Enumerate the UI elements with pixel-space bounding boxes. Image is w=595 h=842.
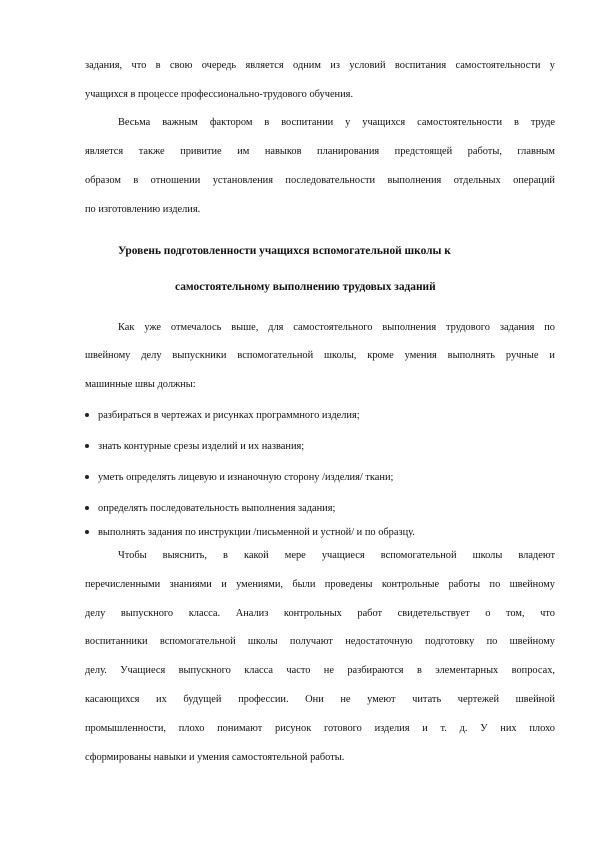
bullet-icon: [85, 413, 89, 417]
p3-line-3: машинные швы должны:: [85, 379, 196, 390]
list-item-text: знать контурные срезы изделий и их названия;: [98, 441, 305, 452]
p4-line-7: промышленности, плохо понимают рисунок готового изделия и т. д. У них плохо: [85, 723, 555, 734]
p4-line-4: воспитанники вспомогательной школы получают недостаточную подготовку по швейному: [85, 636, 555, 647]
list-item: [85, 441, 555, 453]
bullet-icon: [85, 530, 89, 534]
p4-line-2: перечисленными знаниями и умениями, были проведены контрольные работы по швейному: [85, 579, 555, 590]
p2-line-3: образом в отношении установления последовательности выполнения отдельных операций: [85, 175, 555, 186]
p1-line-1: задания, что в свою очередь является одним из условий воспитания самостоятельности у: [85, 60, 555, 71]
bullet-icon: [85, 475, 89, 479]
p4-line-8: сформированы навыки и умения самостоятельной работы.: [85, 752, 345, 763]
p4-line-3: делу выпускного класса. Анализ контрольных работ свидетельствует о том, что: [85, 608, 555, 619]
bullet-icon: [85, 444, 89, 448]
list-item-text: выполнять задания по инструкции /письменной и устной/ и по образцу.: [98, 527, 415, 538]
p2-line-4: по изготовлению изделия.: [85, 204, 201, 215]
bullet-icon: [85, 506, 89, 510]
list-item-text: определять последовательность выполнения задания;: [98, 503, 336, 514]
list-item-text: уметь определять лицевую и изнаночную сторону /изделия/ ткани;: [98, 472, 394, 483]
p3-line-1: Как уже отмечалось выше, для самостоятельного выполнения трудового задания по: [118, 322, 555, 333]
list-item: [85, 503, 555, 515]
section-heading-line-1: Уровень подготовленности учащихся вспомогательной школы к: [118, 245, 451, 257]
list-item: [85, 410, 555, 422]
list-item: [85, 527, 555, 539]
p3-line-2: швейному делу выпускники вспомогательной школы, кроме умения выполнять ручные и: [85, 350, 555, 361]
list-item-text: разбираться в чертежах и рисунках программного изделия;: [98, 410, 360, 421]
section-heading-line-2: самостоятельному выполнению трудовых заданий: [175, 281, 436, 293]
p4-line-6: касающихся их будущей профессии. Они не умеют читать чертежей швейной: [85, 694, 555, 705]
list-item: [85, 472, 555, 484]
p2-line-1: Весьма важным фактором в воспитании у учащихся самостоятельности в труде: [118, 117, 555, 128]
p4-line-5: делу. Учащиеся выпускного класса часто не разбираются в элементарных вопросах,: [85, 665, 555, 676]
p4-line-1: Чтобы выяснить, в какой мере учащиеся вспомогательной школы владеют: [118, 550, 555, 561]
p2-line-2: является также привитие им навыков планирования предстоящей работы, главным: [85, 146, 555, 157]
p1-line-2: учащихся в процессе профессионально-трудового обучения.: [85, 89, 354, 100]
